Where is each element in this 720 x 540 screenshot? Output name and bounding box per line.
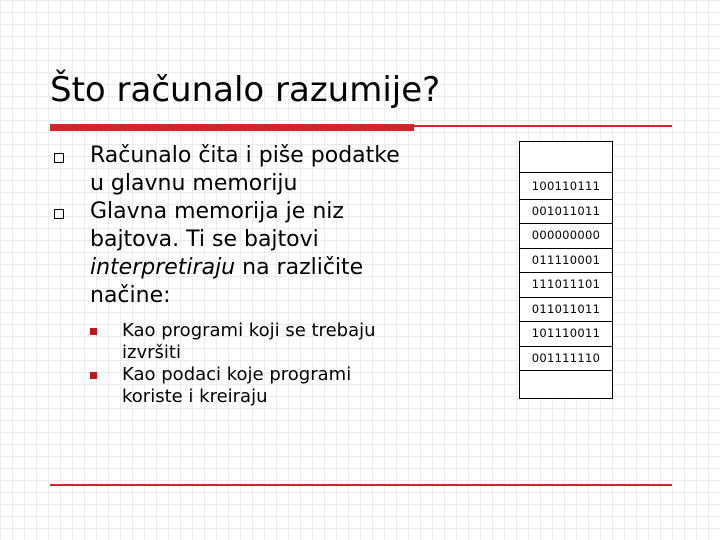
memory-diagram [519,141,613,399]
hollow-square-bullet-icon [54,153,64,163]
memory-empty-cell [520,142,612,173]
sub-bullet-text: Kao programi koji se trebaju izvršiti [122,320,376,363]
solid-square-bullet-icon [90,372,97,379]
bullet-text-part: Glavna memorija je niz bajtova. Ti se bajtovi [90,199,344,252]
bullet-item-1 [54,142,414,198]
title-underline-thin [414,125,672,127]
sub-bullet-list [90,320,414,408]
sub-bullet-item-2 [90,364,414,408]
hollow-square-bullet-icon [54,209,64,219]
bullet-text-italic: interpretiraju [90,255,236,280]
memory-cell: 001011011 [520,200,612,225]
footer-rule [50,484,672,486]
bullet-text-part: na različite načine: [90,255,364,308]
slide-title: Što računalo razumije? [50,70,441,110]
bullet-text: Računalo čita i piše podatke u glavnu memoriju [90,143,400,196]
memory-cell: 011011011 [520,298,612,323]
title-underline-thick [50,124,414,131]
memory-cells [520,175,612,371]
memory-cell: 111011101 [520,273,612,298]
memory-cell: 000000000 [520,224,612,249]
bullet-item-2 [54,198,414,408]
memory-cell: 011110001 [520,249,612,274]
memory-cell: 100110111 [520,175,612,200]
solid-square-bullet-icon [90,328,97,335]
sub-bullet-text: Kao podaci koje programi koriste i kreiraju [122,364,352,407]
sub-bullet-item-1 [90,320,414,364]
memory-cell: 001111110 [520,347,612,372]
bullet-list [54,142,414,408]
memory-cell: 101110011 [520,322,612,347]
